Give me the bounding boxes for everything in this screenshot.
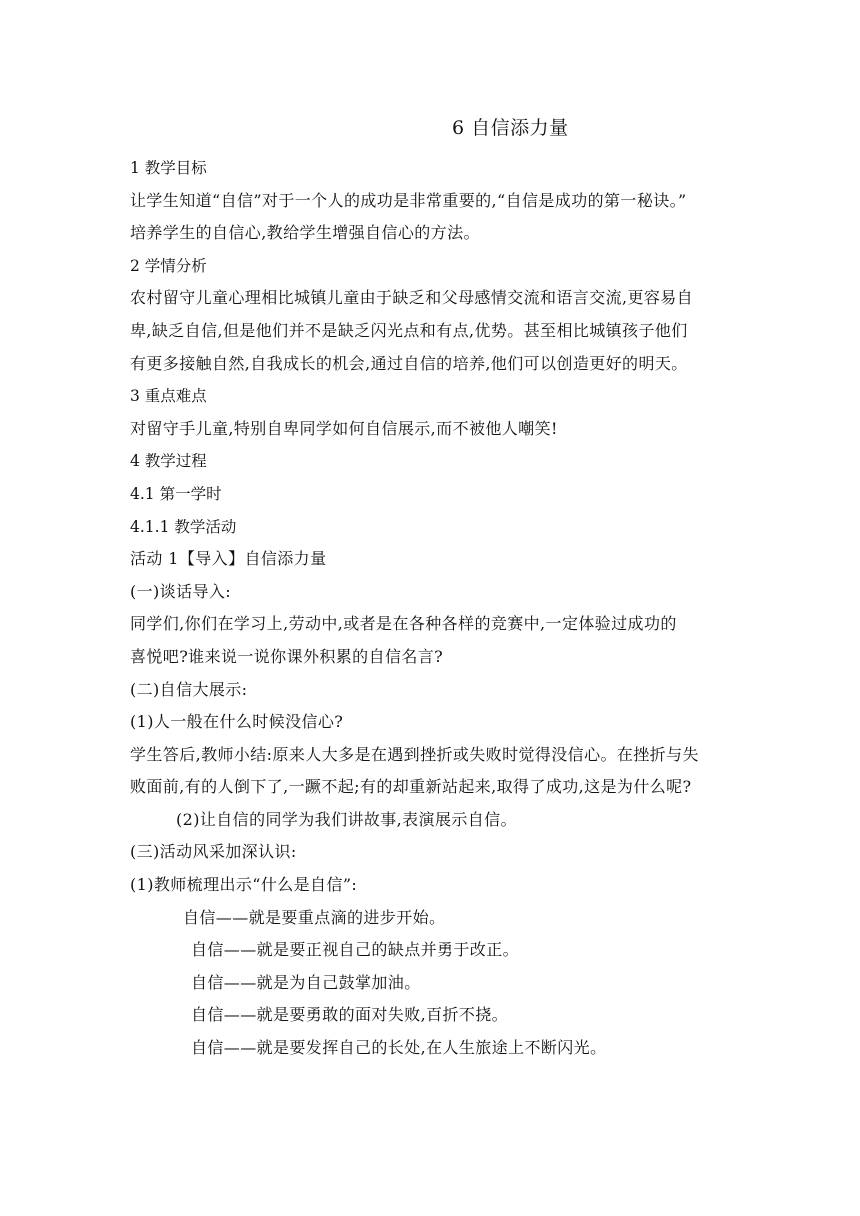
paragraph-line: 农村留守儿童心理相比城镇儿童由于缺乏和父母感情交流和语言交流,更容易自 [130,288,694,308]
activity-title: 活动 1【导入】自信添力量 [130,549,327,569]
paragraph-line: 让学生知道“自信”对于一个人的成功是非常重要的,“自信是成功的第一秘诀。” [130,190,687,210]
numbered-item: (2)让自信的同学为我们讲故事,表演展示自信。 [176,809,517,829]
numbered-item: (1)人一般在什么时候没信心? [130,712,344,732]
section-heading-key-points: 3 重点难点 [130,387,207,406]
paragraph-line: 学生答后,教师小结:原来人大多是在遇到挫折或失败时觉得没信心。在挫折与失 [130,744,699,764]
section-heading-teaching-goals: 1 教学目标 [130,159,207,177]
confidence-definition-line: 自信——就是要正视自己的缺点并勇于改正。 [191,940,520,960]
section-heading-teaching-process: 4 教学过程 [130,452,207,471]
section-heading-student-analysis: 2 学情分析 [130,256,207,275]
paragraph-line: 对留守手儿童,特别自卑同学如何自信展示,而不被他人嘲笑! [130,418,558,438]
activity-step-heading: (三)活动风采加深认识: [130,842,297,862]
subsection-heading-teaching-activity: 4.1.1 教学活动 [130,517,237,536]
numbered-item: (1)教师梳理出示“什么是自信”: [130,875,358,895]
document-title: 6 自信添力量 [452,117,569,139]
document-body [130,152,740,1065]
paragraph-line: 有更多接触自然,自我成长的机会,通过自信的培养,他们可以创造更好的明天。 [130,353,688,373]
paragraph-line: 败面前,有的人倒下了,一蹶不起;有的却重新站起来,取得了成功,这是为什么呢? [130,777,692,797]
activity-step-heading: (二)自信大展示: [130,679,248,699]
confidence-definition-line: 自信——就是要重点滴的进步开始。 [183,907,446,927]
confidence-definition-line: 自信——就是要勇敢的面对失败,百折不挠。 [191,1005,509,1025]
paragraph-line: 卑,缺乏自信,但是他们并不是缺乏闪光点和有点,优势。甚至相比城镇孩子他们 [130,320,688,340]
paragraph-line: 同学们,你们在学习上,劳动中,或者是在各种各样的竞赛中,一定体验过成功的 [130,614,677,634]
confidence-definition-line: 自信——就是要发挥自己的长处,在人生旅途上不断闪光。 [191,1038,607,1058]
paragraph-line: 喜悦吧?谁来说一说你课外积累的自信名言? [130,646,444,666]
confidence-definition-line: 自信——就是为自己鼓掌加油。 [191,972,421,992]
subsection-heading-first-period: 4.1 第一学时 [130,484,222,503]
activity-step-heading: (一)谈话导入: [130,581,232,601]
paragraph-line: 培养学生的自信心,教给学生增强自信心的方法。 [130,223,480,243]
